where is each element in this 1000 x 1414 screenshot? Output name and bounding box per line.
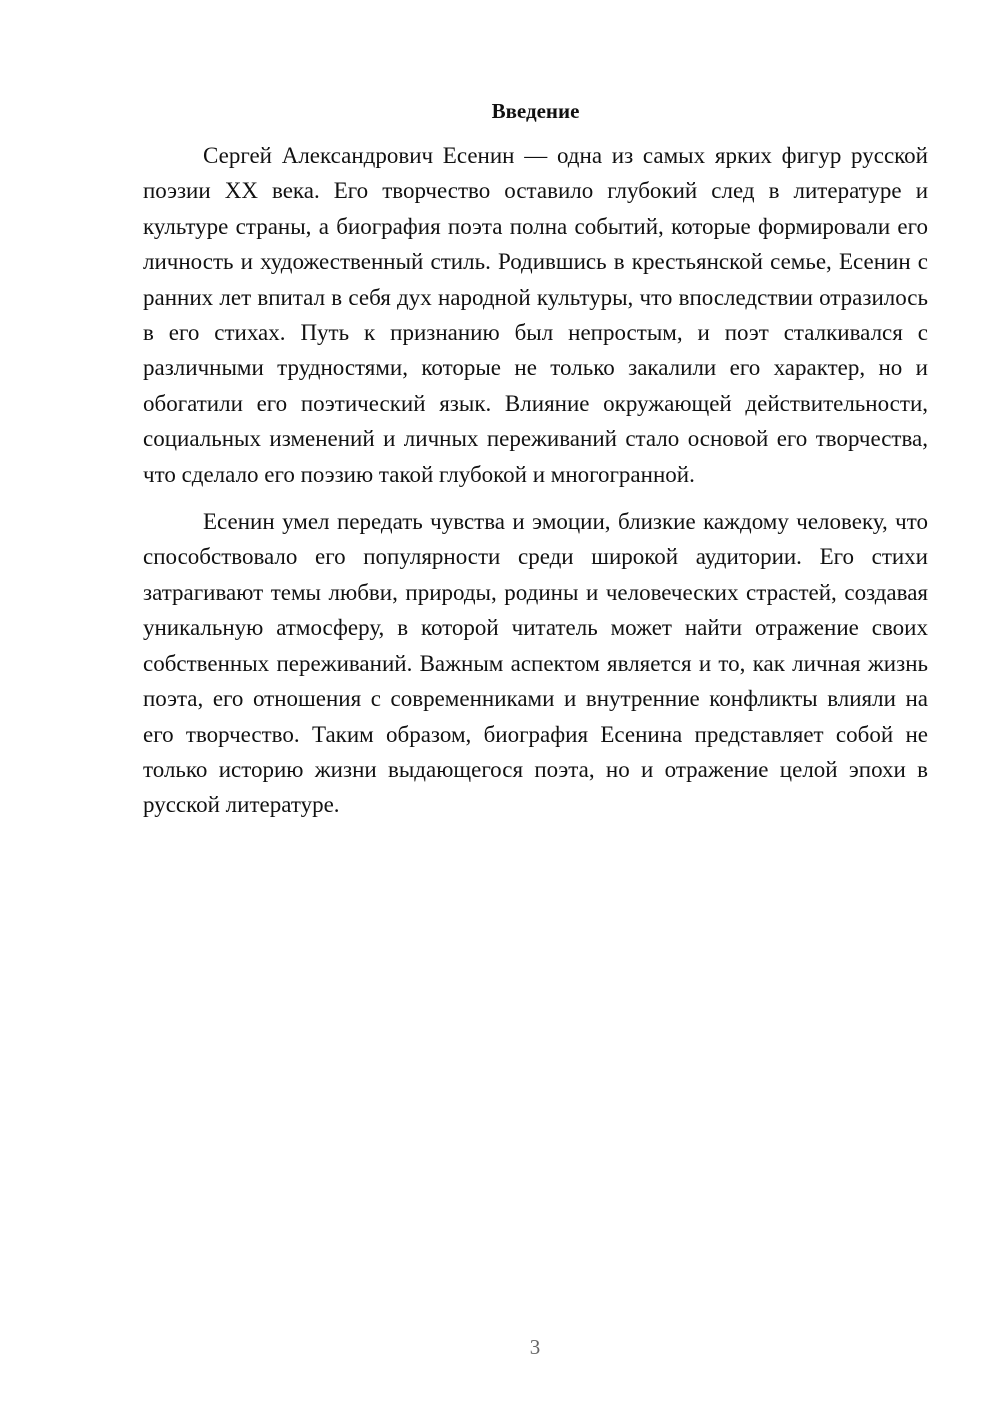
paragraph-1: Сергей Александрович Есенин — одна из самых ярких фигур русской поэзии XX века. Его творчество оставило глубокий след в литературе и культуре страны, а биография поэта полна событий, которые формировали его личность и художественный стиль. Родившись в крестьянской семье, Есенин с ранних лет впитал в себя дух народной культуры, что впоследствии отразилось в его стихах. Путь к признанию был непростым, и поэт сталкивался с различными трудностями, которые не только закалили его характер, но и обогатили его поэтический язык. Влияние окружающей действительности, социальных изменений и личных переживаний стало основой его творчества, что сделало его поэзию такой глубокой и многогранной. (143, 143, 928, 487)
paragraph-2: Есенин умел передать чувства и эмоции, близкие каждому человеку, что способствовало его популярности среди широкой аудитории. Его стихи затрагивают темы любви, природы, родины и человеческих страстей, создавая уникальную атмосферу, в которой читатель может найти отражение своих собственных переживаний. Важным аспектом является и то, как личная жизнь поэта, его отношения с современниками и внутренние конфликты влияли на его творчество. Таким образом, биография Есенина представляет собой не только историю жизни выдающегося поэта, но и отражение целой эпохи в русской литературе. (143, 509, 928, 818)
section-heading: Введение (491, 99, 580, 123)
page-number: 3 (529, 1335, 541, 1359)
page-content (143, 96, 928, 835)
